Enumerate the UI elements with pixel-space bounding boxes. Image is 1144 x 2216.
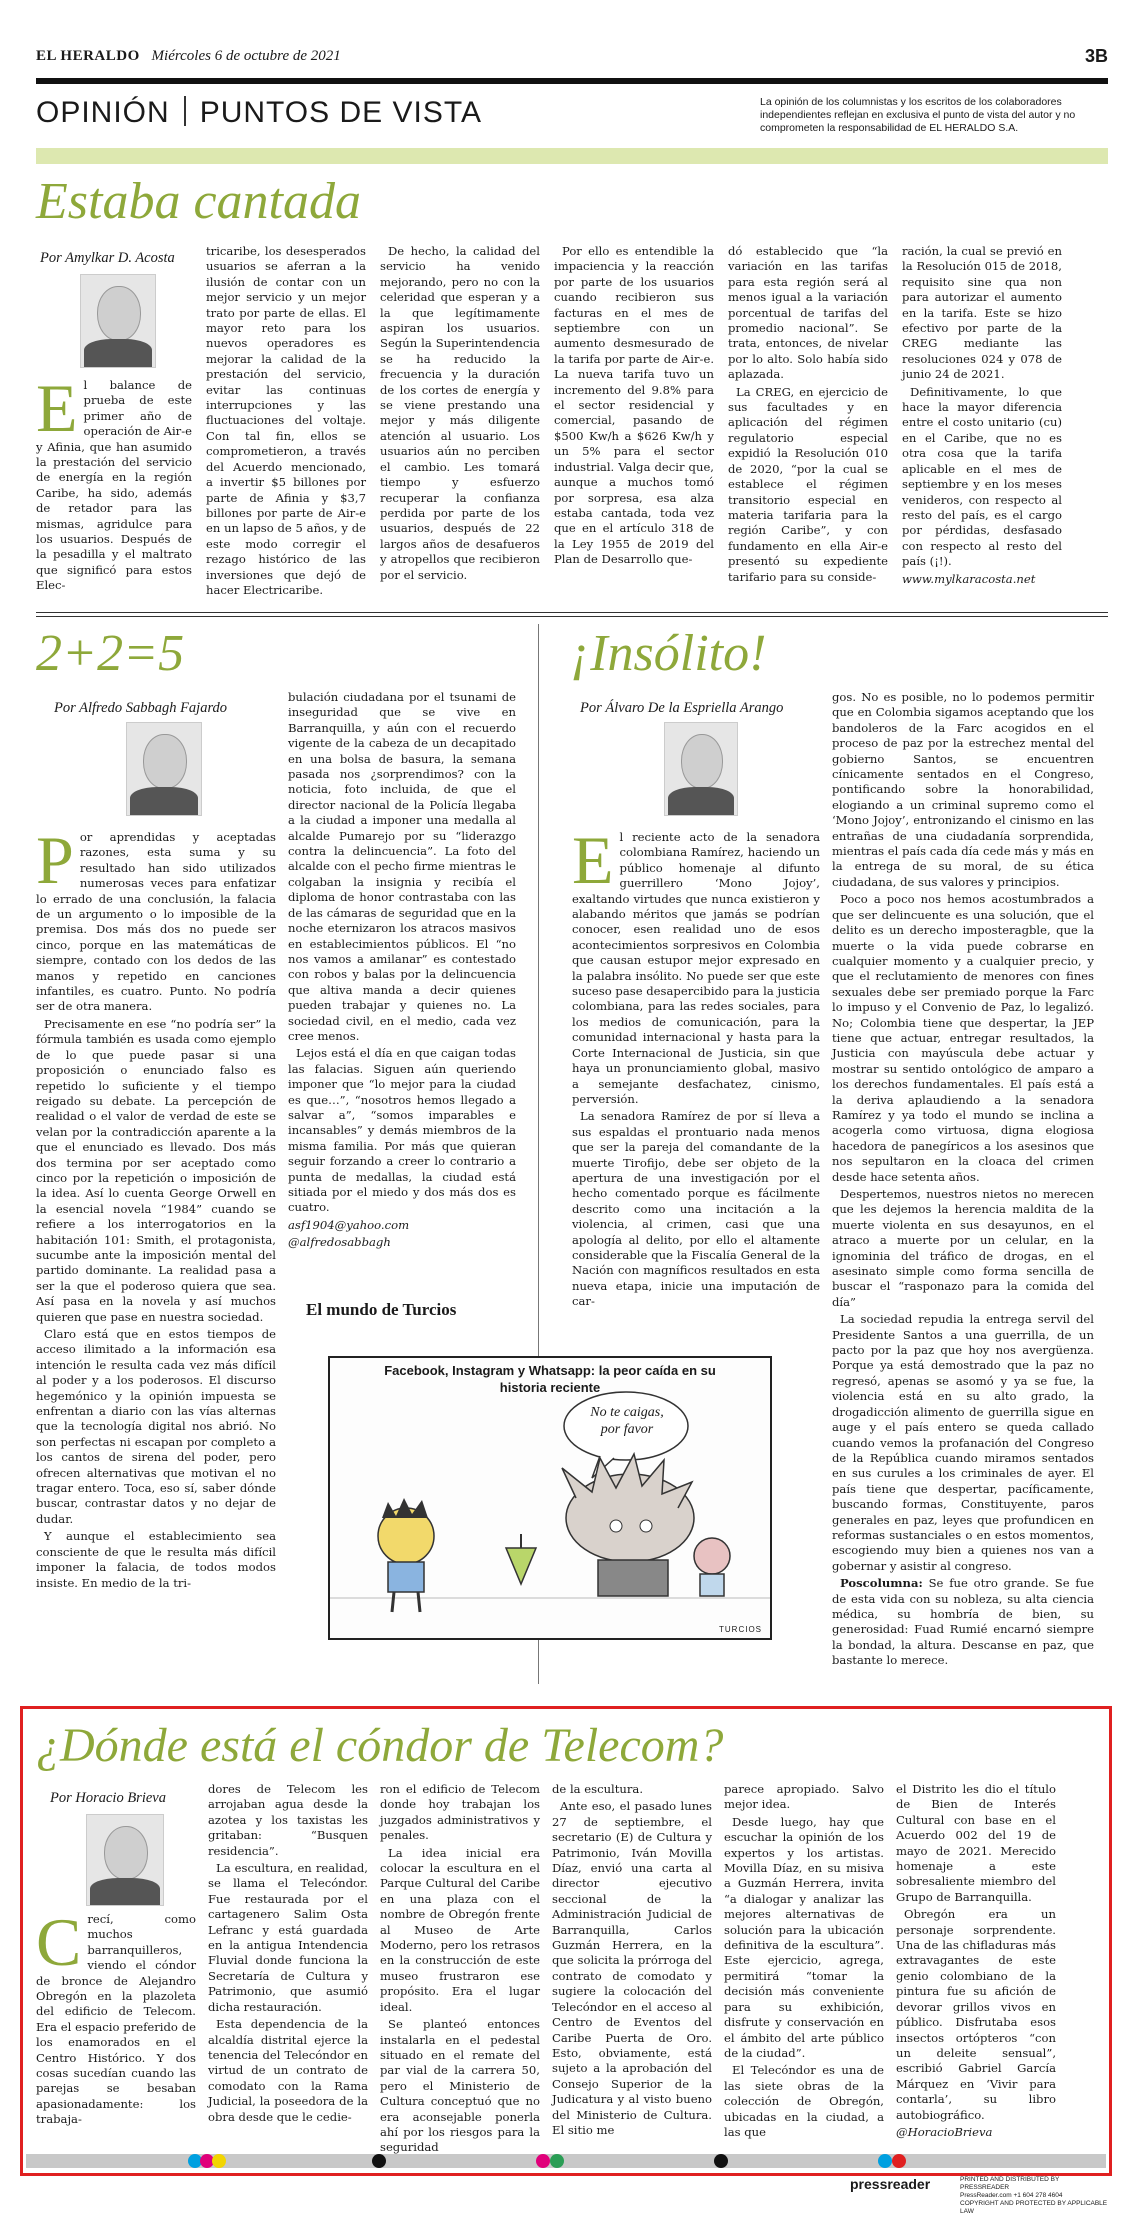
article2-author-photo — [126, 722, 202, 816]
article4-col1 — [36, 1904, 196, 2148]
pressreader-notice — [960, 2176, 1110, 2216]
article4-title: ¿Dónde está el cóndor de Telecom? — [36, 1719, 724, 1772]
bubble-line: No te caigas, — [590, 1405, 664, 1420]
paragraph: Desde luego, hay que escuchar la opinión de los expertos y los artistas. Movilla Díaz, en su misiva a Guzmán Herrera, invita “a dialogar y analizar las mejores alternativas de solución para la ubicación definitiva de la escultura”. Este ejercicio, agrega, permitirá “tomar la decisión más conveniente para su exhibición, disfrute y conservación en el ámbito del arte público de la ciudad”. — [724, 1814, 884, 2060]
cartoon-caption — [330, 1362, 770, 1396]
article2-handle[interactable]: @alfredosabbagh — [288, 1235, 391, 1250]
paragraph — [832, 1576, 1094, 1668]
paragraph: Lejos está el día en que caigan todas las falacias. Siguen aún queriendo imponer que “lo mejor para la ciudad es que…”, “nosotros hemos llegado a salvar a”, “somos imparables e incansables” y demás miembros de la misma familia. Por más que quieran seguir forzando a creer lo contrario a punta de medallas, la ciudad está sitiada por el miedo y dos más dos es cuatro. — [288, 1046, 516, 1215]
paragraph: La senadora Ramírez de por sí lleva a sus espaldas el prontuario nada menos que ser la pareja del comandante de la muerte Tirofijo, debe ser objeto de la apertura de una investigación por el hecho comentado porque es fácilmente descrito como una incitación a la violencia, al crimen, casi que una apología al delito, por ello el altamente considerable que la Fiscalía General de la Nación con magníficos resultados en esta nueva etapa, inicie una imputación de car- — [572, 1109, 820, 1309]
article2-dropcap: P — [36, 822, 74, 898]
notice-line: PRINTED AND DISTRIBUTED BY PRESSREADER — [960, 2176, 1060, 2191]
bubble-line: por favor — [600, 1422, 654, 1437]
magenta-dot — [536, 2154, 550, 2168]
article4-dropcap: C — [36, 1904, 82, 1980]
masthead-brand: EL HERALDO — [36, 48, 140, 64]
pressreader-logo: pressreader — [850, 2176, 931, 2192]
paragraph: ración, la cual se previó en la Resolución 015 de 2018, requisito sine qua non para autorizar el aumento en la tarifa. Este se hizo efectivo por parte de la CREG mediante las resoluciones 024 y 078 de junio 24 de 2021. — [902, 244, 1062, 382]
black-dot — [372, 2154, 386, 2168]
article1-dropcap: E — [36, 370, 78, 446]
paragraph: gos. No es posible, no lo podemos permitir que en Colombia sigamos aceptando que los bandoleros de la Farc acogidos en el proceso de paz por la estrechez mental del gobierno Santos, se encuentren cínicamente sentados en el Congreso, pontificando sobre la honorabilidad, elogiando a un criminal supremo como el ‘Mono Jojoy’, entronizando el cinismo en las entrañas de una ciudadanía sorprendida, mientras el país cada día cede más y más en la entrega de su moral, de su ética ciudadana, de sus valores y principios. — [832, 690, 1094, 889]
paragraph: Esta dependencia de la alcaldía distrital ejerce la tenencia del Telecóndor en virtud de un contrato de comodato con la Rama Judicial, la poseedora de la obra desde que le cedie- — [208, 2017, 368, 2124]
paragraph: Precisamente en ese “no podría ser” la fórmula también es usada como ejemplo de lo que puede pasar si una proposición o enunciado falso es repetido lo suficiente y el tiempo reigado su debate. La percepción de realidad o el valor de verdad de este se velan por la contradicción aparente a la que el enunciado es llevado. Dos más dos termina por ser aceptado como cinco por la repetición o imposición de la idea. Así lo cuenta George Orwell en la esencial novela “1984” cuando se refiere a los interrogatorios en la habitación 101: Smith, el protagonista, sucumbe ante la imposición mental del partido dominante. La realidad pasa a ser la que el poderoso quiera que sea. Así pasa en la novela y así muchos quieren que pase en nuestra sociedad. — [36, 1016, 276, 1324]
paragraph: dó establecido que “la variación en las tarifas para esta región será al menos igual a la variación porcentual de tarifas del promedio nacional”. Se trata, entonces, de nivelar por lo alto. Solo había sido aplazada. — [728, 244, 888, 382]
article4-col2 — [208, 1782, 368, 2148]
paragraph: bulación ciudadana por el tsunami de inseguridad que se vive en Barranquilla, y aún con el recuerdo vigente de la cabeza de un decapitado en una bolsa de basura, la semana pasada nos ¿sorprendimos? con la noticia, foto incluida, de que el director nacional de la Policía llegaba a la ciudad a imponer una medalla al alcalde Pumarejo por su “liderazgo contra la delincuencia”. La foto del alcalde con el pecho firme mientras le colgaban la insignia y recibía el diploma de honor contrastaba con las de las cámaras de seguridad que en la noche eternizaron los atracos masivos en establecimientos públicos. El “no nos vamos a amilanar” es contestado con robos y balas por la delincuencia que altiva manda a decir quienes pueden trabajar y quienes no. La sociedad civil, en el medio, cada vez cree menos. — [288, 690, 516, 1043]
caption-line: historia reciente — [499, 1380, 601, 1395]
poscolumna-text: Se fue otro grande. Se fue de esta vida con su nobleza, su alta ciencia médica, su hombría de bien, su generosidad: Fuad Rumié encarnó siempre la bondad, la altura. Descanse en paz, que bastante lo merece. — [832, 1576, 1094, 1668]
shoulders-shape — [90, 1878, 160, 1905]
article2-byline: Por Alfredo Sabbagh Fajardo — [54, 700, 228, 716]
cartoon-signature: TURCIOS — [719, 1625, 762, 1634]
article4-handle[interactable]: @HoracioBrieva — [896, 2124, 993, 2139]
shoulders-shape — [84, 339, 152, 367]
cyan-dot — [878, 2154, 892, 2168]
article1-col3 — [380, 244, 540, 584]
article1-col4 — [554, 244, 714, 584]
paragraph: Se planteó entonces instalarla en el pedestal situado en el remate del par vial de la carrera 50, pero el Ministerio de Cultura conceptuó que no era aconsejable ponerla ahí por los riesgos para la seguridad — [380, 2017, 540, 2155]
article1-title: Estaba cantada — [36, 173, 361, 230]
paragraph: Por ello es entendible la impaciencia y la reacción por parte de los usuarios cuando recibieron sus facturas en el mes de septiembre con un aumento desmesurado de la tarifa por parte de Air-e. La nueva tarifa tuvo un incremento del 9.8% para el sector residencial y comercial, pasando de $500 Kw/h a $626 Kw/h y un 5% para el sector industrial. Valga decir que, aunque a muchos tomó por sorpresa, esa alza estaba cantada, toda vez que en el artículo 318 de la Ley 1955 de 2019 del Plan de Desarrollo que- — [554, 244, 714, 567]
article4-byline: Por Horacio Brieva — [50, 1790, 166, 1806]
section-color-bar — [36, 148, 1108, 164]
paragraph: Despertemos, nuestros nietos no merecen que les dejemos la herencia maldita de la muerte violenta en sus desayunos, en el atraco a muerte por un celular, en la ignominia del tráfico de drogas, en el asesinato simple como forma sencilla de buscar el “rasponazo para la comida del día” — [832, 1187, 1094, 1309]
article3-byline: Por Álvaro De la Espriella Arango — [580, 700, 784, 716]
article2-title: 2+2=5 — [36, 625, 185, 682]
article1-col5 — [728, 244, 888, 584]
divider — [36, 612, 1108, 617]
article3-dropcap: E — [572, 822, 614, 898]
shoulders-shape — [668, 787, 734, 815]
article4-col4 — [552, 1782, 712, 2148]
article1-col1 — [36, 370, 192, 593]
article1-col2 — [206, 244, 366, 597]
masthead — [36, 48, 1108, 70]
face-shape — [97, 286, 140, 341]
article1-web-link[interactable]: www.mylkaracosta.net — [902, 571, 1036, 586]
article3-author-photo — [664, 722, 738, 816]
page-number: 3B — [1084, 46, 1108, 66]
paragraph: El Telecóndor es una de las siete obras de la colección de Obregón, ubicadas en la ciudad, a las que — [724, 2063, 884, 2139]
section-left: OPINIÓN — [36, 96, 170, 129]
paragraph: dores de Telecom les arrojaban agua desde la azotea y los taxistas les gritaban: “Busquen residencia”. — [208, 1782, 368, 1858]
notice-line: PressReader.com +1 604 278 4604 — [960, 2192, 1063, 2199]
article4-col5 — [724, 1782, 884, 2148]
poscolumna-label: Poscolumna: — [840, 1576, 923, 1591]
paragraph: ron el edificio de Telecom donde hoy trabajan los juzgados administrativos y penales. — [380, 1782, 540, 1843]
green-dot — [550, 2154, 564, 2168]
face-shape — [681, 734, 723, 789]
paragraph: l balance de prueba de este primer año de operación de Air-e y Afinia, que han asumido la prestación del servicio de energía en la región Caribe, ha sido, además de retador para las mismas, agridulce para los usuarios. Después de la pesadilla y el maltrato que significó para estos Elec- — [36, 378, 192, 593]
red-dot — [892, 2154, 906, 2168]
article1-col6 — [902, 244, 1062, 584]
article3-col1 — [572, 822, 820, 1309]
paragraph: Y aunque el establecimiento sea consciente de que le resulta más difícil imponer la falacia, de todos modos insiste. En medio de la tri- — [36, 1529, 276, 1590]
article1-author-photo — [80, 274, 156, 368]
face-shape — [104, 1826, 149, 1880]
paragraph: de la escultura. — [552, 1782, 644, 1796]
paragraph: l reciente acto de la senadora colombiana Ramírez, haciendo un público homenaje al difunto guerrillero ‘Mono Jojoy’, exaltando virtudes que nunca existieron y alabando méritos que jamás se podrían conocer, esen realidad uno de esos acontecimientos sorpresivos en Colombia que causan estupor mejor expresado en la palabra insólito. No puede ser que este suceso pase desapercibido para la justicia colombiana, para las redes sociales, para los medios de comunicación, para la comunidad internacional y hasta para la Corte Internacional de Justicia, sin que haya un pronunciamiento global, masivo a semejante desfachatez, cinismo, perversión. — [572, 830, 820, 1106]
article4-col3 — [380, 1782, 540, 2155]
face-shape — [143, 734, 186, 789]
section-disclaimer: La opinión de los columnistas y los escritos de los colaboradores independientes reflejan en exclusiva el punto de vista del autor y no comprometen la responsabilidad de EL HERALDO S.A. — [760, 96, 1076, 134]
paragraph: Ante eso, el pasado lunes 27 de septiembre, el secretario (E) de Cultura y Patrimonio, Iván Movilla Díaz, envió una carta al director ejecutivo seccional de la Administración Judicial de Barranquilla, Carlos Guzmán Herrera, en la que solicita la prórroga del contrato de comodato y sugiere la colocación del Telecóndor en el acceso al Centro de Eventos del Caribe Puerta de Oro. Esto, obviamente, está sujeto a la aprobación del Consejo Superior de la Judicatura y al visto bueno del Ministerio de Cultura. El sitio me — [552, 1799, 712, 2137]
notice-line: COPYRIGHT AND PROTECTED BY APPLICABLE LAW — [960, 2200, 1108, 2215]
section-right: PUNTOS DE VISTA — [199, 96, 482, 129]
article2-email[interactable]: asf1904@yahoo.com — [288, 1217, 410, 1232]
paragraph: La CREG, en ejercicio de sus facultades y en aplicación del régimen regulatorio especial expidió la Resolución 010 de 2020, “por la cual se establece el régimen transitorio especial en materia tarifaria para la región Caribe”, y con fundamento en ella Air-e presentó su expediente tarifario para su conside- — [728, 384, 888, 584]
yellow-dot — [212, 2154, 226, 2168]
paragraph: De hecho, la calidad del servicio ha venido mejorando, pero no con la celeridad que esperan y a la que legítimamente aspiran los usuarios. Según la Superintendencia se ha reducido la frecuencia y la duración de los cortes de energía y se viene prestando una mejor y más diligente atención al usuario. Los usuarios aún no perciben el cambio. Les tomará tiempo y esfuerzo recuperar la confianza perdida por parte de los usuarios, después de 22 largos años de desafueros y atropellos que recibieron por el servicio. — [380, 244, 540, 582]
paragraph: parece apropiado. Salvo mejor idea. — [724, 1782, 884, 1812]
shoulders-shape — [130, 787, 198, 815]
cartoon-drawing — [330, 1398, 770, 1638]
masthead-date: Miércoles 6 de octubre de 2021 — [151, 48, 341, 64]
paragraph: Obregón era un personaje sorprendente. Una de las chifladuras más extravagantes de este genio colombiano de la pintura fue su afición de devorar grillos vivos en público. Disfrutaba esos insectos ortópteros “con un deleite sensual”, escribió Gabriel García Márquez en ‘Vivir para contarla’, su libro autobiográfico. — [896, 1907, 1056, 2122]
cartoon-speech-bubble — [580, 1404, 674, 1438]
paragraph: or aprendidas y aceptadas razones, esta suma y su resultado han sido utilizados numerosas veces para enfatizar lo errado de una conclusión, la falacia de un argumento o lo imposible de la premisa. Dos más dos no puede ser cinco, porque en las matemáticas de siempre, contado con los dedos de las manos y repetido en canciones infantiles, es cuatro. Punto. No podría ser de otra manera. — [36, 830, 276, 1014]
paragraph: recí, como muchos barranquilleros, viendo el cóndor de bronce de Alejandro Obregón en la plazoleta del edificio de Telecom. Era el espacio preferido de los enamorados en el Centro Histórico. Y dos cosas sucedían cuando las parejas se besaban apasionadamente: los trabaja- — [36, 1912, 196, 2127]
cartoon-panel — [328, 1356, 772, 1640]
caption-line: Facebook, Instagram y Whatsapp: la peor caída en su — [384, 1363, 716, 1378]
article3-col2 — [832, 690, 1094, 1680]
paragraph: La sociedad repudia la entrega servil del Presidente Santos a una guerrilla, de un pacto por la paz que hoy nos avergüenza. Porque ya está demostrado que la paz no regresó, apenas se asomó y ya se fue, la violencia está en su alto grado, la drogadicción alimento de guerrilla sigue en auge y el país entero se queda callado cuando vemos la profanación del Congreso de la República cuando miramos sentados en sus curules a los criminales de ayer. El país tiene que despertar, pacíficamente, buscando formas, Constituyente, paros generales en paz, leyes que profundicen en reformas sustanciales o en estos momentos, escogiendo muy bien a quienes nos van a gobernar y asistir al congreso. — [832, 1312, 1094, 1573]
paragraph: La escultura, en realidad, se llama el Telecóndor. Fue restaurada por el cartagenero Salim Osta Lefranc y está guardada en la antigua Intendencia Fluvial donde funciona la Secretaría de Cultura y Patrimonio, que asumió dicha restauración. — [208, 1861, 368, 2014]
paragraph: el Distrito les dio el título de Bien de Interés Cultural con base en el Acuerdo 002 del 19 de mayo de 2021. Merecido homenaje a este sobresaliente miembro del Grupo de Barranquilla. — [896, 1782, 1056, 1904]
paragraph: La idea inicial era colocar la escultura en el Parque Cultural del Caribe en una plaza con el nombre de Obregón frente al Museo de Arte Moderno, pero los retrasos en la construcción de este museo frustraron ese propósito. Era el lugar ideal. — [380, 1845, 540, 2014]
article3-title: ¡Insólito! — [570, 625, 767, 682]
cartoon-section-title: El mundo de Turcios — [306, 1300, 457, 1319]
article1-byline: Por Amylkar D. Acosta — [40, 250, 175, 266]
paragraph: Claro está que en estos tiempos de acceso ilimitado a la información esa intención le resulta cada vez más difícil al poder y a los poderosos. El discurso hegemónico y la opinión impuesta se enfrentan a diario con las vías alternas que la tecnología digital nos abrió. No son perfectas ni escapan por completo a los cantos de sirena del poder, pero ofrecen alternativas que motivan el no tragar entero. Toca, eso sí, saber dónde buscar, contrastar datos y no dejar de dudar. — [36, 1327, 276, 1526]
masthead-rule — [36, 78, 1108, 84]
section-divider — [184, 96, 186, 126]
paragraph: Poco a poco nos hemos acostumbrados a que ser delincuente es una solución, que el delito es un derecho imposteragble, que la muerte o la vida puede cobrarse en cualquier momento y a cualquier precio, y que el reclutamiento de menores con fines sexuales debe ser premiado porque la Farc lo impuso y el Convenio de Paz, lo legalizó. No; Colombia tiene que despertar, la JEP tiene que actuar, entregar resultados, la Justicia con mayúscula debe actuar y mostrar su sentido ontológico de amparo a los derechos fundamentales. El país está a la deriva aplaudiendo a la senadora Ramírez y ya todo el mundo se inclina a acogerla como virtuosa, digna elogiosa hacedora de panegíricos a los asesinos que nos sepultaron en la cloaca del crimen desde hace setenta años. — [832, 892, 1094, 1184]
article4-author-photo — [86, 1814, 164, 1906]
black-dot — [714, 2154, 728, 2168]
article4-col6 — [896, 1782, 1056, 2148]
paragraph: Definitivamente, lo que hace la mayor diferencia entre el costo unitario (cu) en el Caribe, que no es otra cosa que la tarifa aplicable en el mes de septiembre y en los meses venideros, con respecto al resto del país, es el cargo por pérdidas, desfasado con respecto al resto del país (¡!). — [902, 384, 1062, 569]
paragraph: tricaribe, los desesperados usuarios se aferran a la ilusión de contar con un mejor servicio y un mejor trato por parte de ellas. El mayor reto para los nuevos operadores es mejorar la calidad de la prestación del servicio, evitar las continuas interrupciones y las fluctuaciones del voltaje. Con tal fin, ellos se comprometieron, a través del Acuerdo mencionado, a invertir $5 billones por parte de Afinia y $3,7 billones por parte de Air-e en un lapso de 5 años, y de este modo corregir el rezago histórico de las inversiones que dejó de hacer Electricaribe. — [206, 244, 366, 597]
article2-col1 — [36, 822, 276, 1690]
section-title — [36, 96, 482, 130]
article2-col2 — [288, 690, 516, 1270]
